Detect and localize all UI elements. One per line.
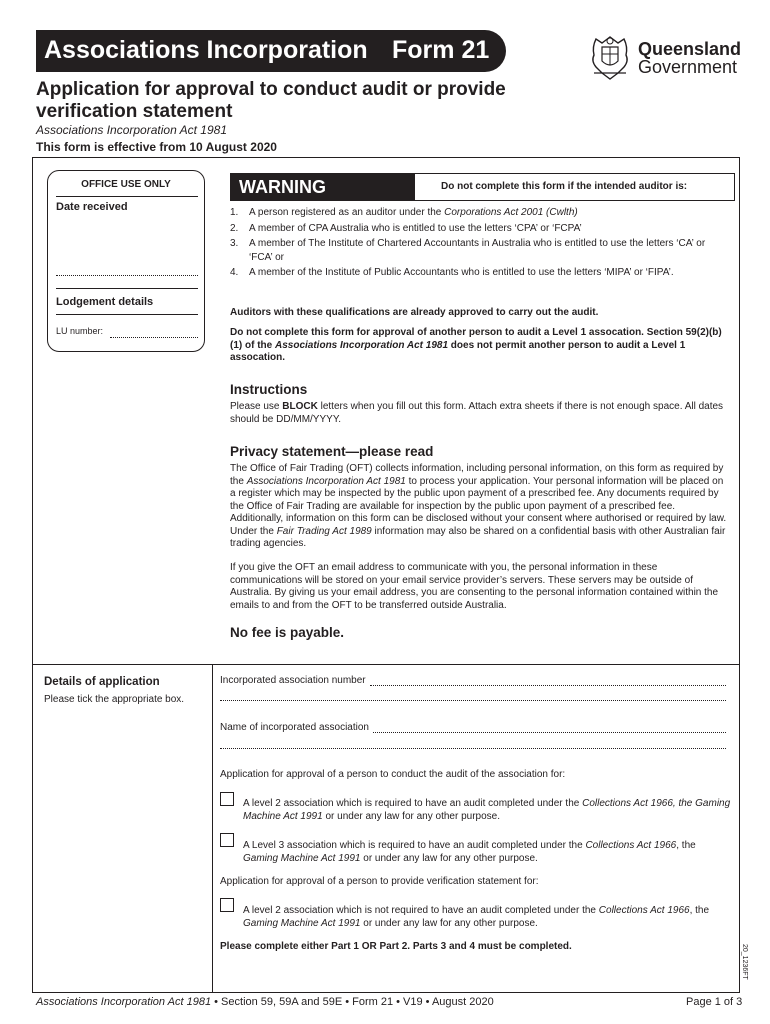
lodgement-details-label: Lodgement details [56, 296, 154, 308]
footer-reference: Associations Incorporation Act 1981 • Section 59, 59A and 59E • Form 21 • V19 • August 2020 [36, 996, 494, 1008]
level2-audit-option-text: A level 2 association which is required to have an audit completed under the Collections Act 1966, the Gaming Machine Act 1991 or under any law for any other purpose. [243, 798, 731, 822]
association-number-label: Incorporated association number [220, 675, 366, 686]
date-received-field[interactable] [56, 275, 198, 276]
effective-date: This form is effective from 10 August 2020 [36, 140, 277, 154]
level2-audit-checkbox[interactable] [220, 792, 234, 806]
act-reference: Associations Incorporation Act 1981 [36, 123, 227, 137]
no-fee-note: No fee is payable. [230, 625, 345, 640]
lu-number-field[interactable] [110, 337, 198, 338]
audit-approval-heading: Application for approval of a person to conduct the audit of the association for: [220, 769, 566, 780]
warning-list-item: 2. A member of CPA Australia who is entitled to use the letters ‘CPA’ or ‘FCPA’ [230, 222, 582, 234]
warning-list-item: 4. A member of the Institute of Public Accountants who is entitled to use the letters ‘MIPA’ or ‘FIPA’. [230, 267, 674, 278]
level3-audit-option-text: A Level 3 association which is required to have an audit completed under the Collections Act 1966, the Gaming Machine Act 1991 or under any law for any other purpose. [243, 840, 696, 864]
details-subheading: Please tick the appropriate box. [44, 694, 185, 705]
warning-label: WARNING [231, 174, 415, 200]
form-title: Associations Incorporation [44, 36, 368, 64]
warning-list-item: 3. A member of The Institute of Chartered Accountants in Australia who is entitled to use the letters ‘CA’ or ‘FCA’ or [230, 238, 706, 263]
instructions-text: Please use BLOCK letters when you fill out this form. Attach extra sheets if there is not enough space. All dates should be DD/MM/YYYY. [230, 401, 724, 425]
privacy-heading: Privacy statement—please read [230, 444, 434, 459]
association-name-input[interactable] [373, 722, 726, 733]
warning-message: Do not complete this form if the intended auditor is: [441, 181, 688, 192]
level3-audit-checkbox[interactable] [220, 833, 234, 847]
form-title-banner [36, 30, 506, 72]
warning-box [230, 173, 735, 201]
association-number-input[interactable] [370, 675, 726, 686]
association-number-field[interactable] [220, 675, 726, 686]
logo-queensland: Queensland [638, 39, 742, 59]
warning-list-item: 1. A person registered as an auditor under the Corporations Act 2001 (Cwlth) [230, 207, 578, 218]
lu-number-label: LU number: [56, 326, 104, 336]
association-name-field[interactable] [220, 722, 726, 733]
page-number: Page 1 of 3 [686, 996, 743, 1008]
column-divider [212, 664, 213, 993]
level2-verification-option-text: A level 2 association which is not required to have an audit completed under the Collections Act 1966, the Gaming Machine Act 1991 or under any law for any other purpose. [243, 905, 710, 929]
instructions-heading: Instructions [230, 382, 308, 397]
office-use-box [47, 170, 205, 352]
coat-of-arms-icon [588, 33, 632, 83]
details-heading: Details of application [44, 676, 160, 688]
divider [56, 288, 198, 289]
logo-government: Government [638, 57, 738, 77]
level2-verification-checkbox[interactable] [220, 898, 234, 912]
association-name-input-line-2[interactable] [220, 748, 726, 749]
verification-approval-heading: Application for approval of a person to provide verification statement for: [220, 876, 539, 887]
privacy-paragraph-2: If you give the OFT an email address to communicate with you, the personal information in these communications will be stored on your email service provider’s servers. These servers may be outside of Australia. By giving us your email address, you are consenting to the personal information contained within the emails to and from the OFT to be transferred outside Australia. [230, 562, 719, 611]
form-code: 20_1236FT [741, 944, 748, 980]
office-use-heading: OFFICE USE ONLY [81, 179, 171, 190]
association-number-input-line-2[interactable] [220, 700, 726, 701]
queensland-government-logo [588, 33, 748, 83]
date-received-label: Date received [56, 201, 128, 213]
level1-note: Do not complete this form for approval of another person to audit a Level 1 assocation. Section 59(2)(b)(1) of the Associations Incorporation Act 1981 does not permit another person to audit a Level 1 assocation. [230, 327, 722, 363]
divider [56, 314, 198, 315]
completion-note: Please complete either Part 1 OR Part 2. Parts 3 and 4 must be completed. [220, 941, 572, 952]
warning-list [230, 206, 730, 282]
association-name-label: Name of incorporated association [220, 722, 369, 733]
form-subtitle: Application for approval to conduct audit or provide verification statement [36, 79, 506, 122]
section-divider [32, 664, 740, 665]
divider [56, 196, 198, 197]
form-number: Form 21 [392, 36, 490, 64]
privacy-paragraph-1: The Office of Fair Trading (OFT) collects information, including personal information, on this form as required by the Associations Incorporation Act 1981 to process your application. Your personal information will be placed on a register which may be inspected by the public upon payment of a prescribed fee. Any documents required by the Office of Fair Trading are available for inspection by the public upon payment of a prescribed fee. Additionally, information on this form can be disclosed without your consent where authorised or required by law. Under the Fair Trading Act 1989 information may also be shared on a confidential basis with other Australian fair trading agencies. [230, 463, 727, 549]
approved-note: Auditors with these qualifications are already approved to carry out the audit. [230, 307, 599, 318]
